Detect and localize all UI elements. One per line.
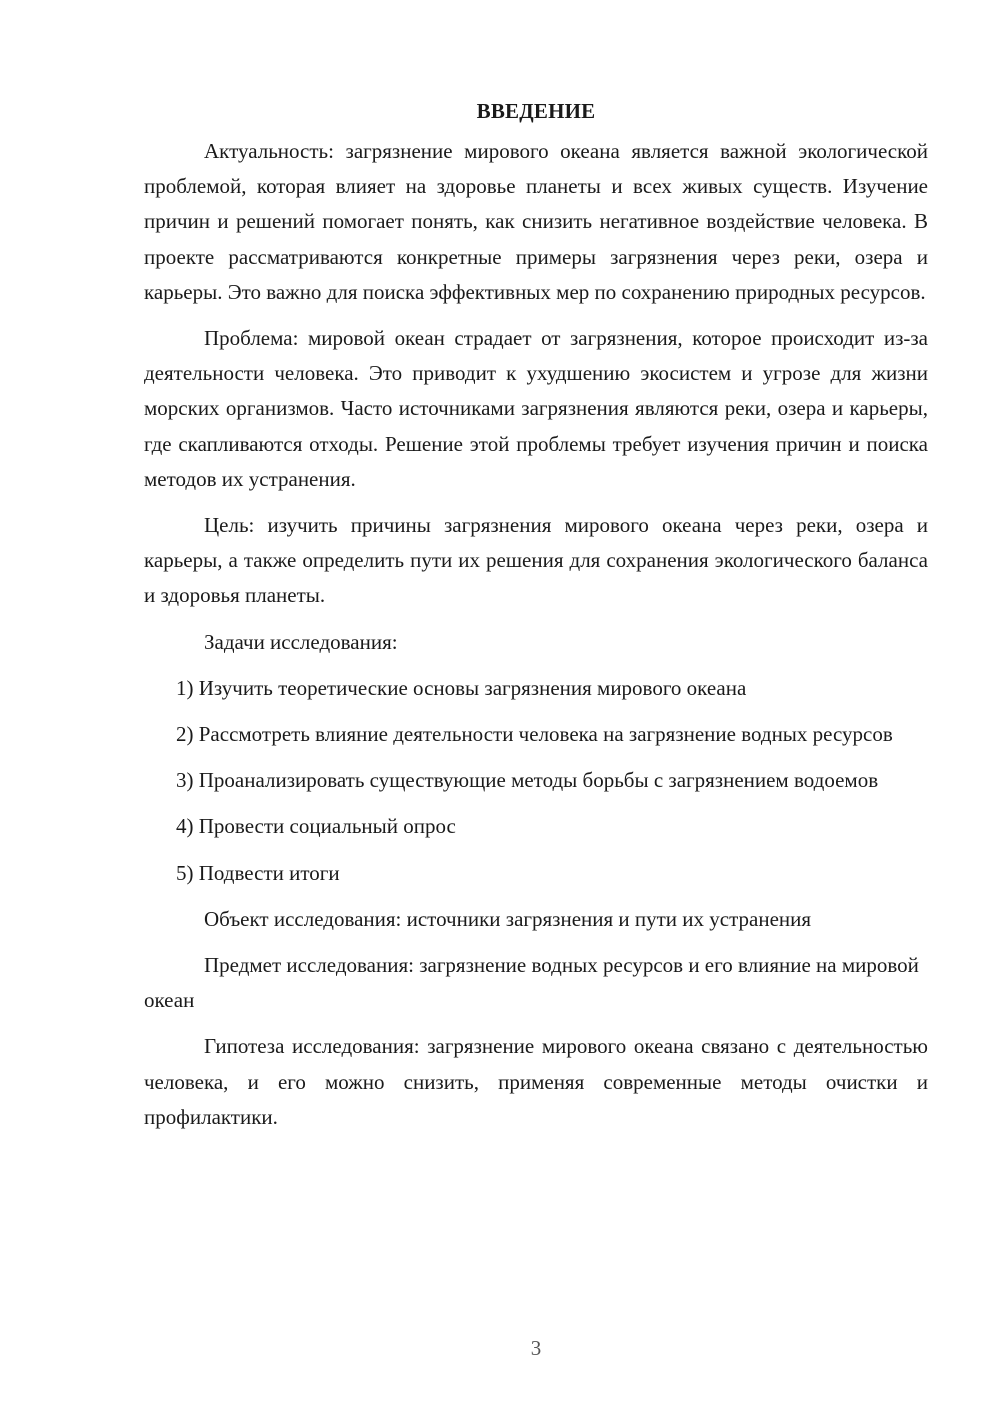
relevance-paragraph: Актуальность: загрязнение мирового океана является важной экологической проблемой, которая влияет на здоровье планеты и всех живых существ. Изучение причин и решений помогает понять, как снизить негативное воздействие человека. В проекте рассматриваются конкретные примеры загрязнения через реки, озера и карьеры. Это важно для поиска эффективных мер по сохранению природных ресурсов. [144,139,928,304]
tasks-title: Задачи исследования: [204,629,398,654]
task-item-3: 3) Проанализировать существующие методы борьбы с загрязнением водоемов [176,768,879,793]
task-item-5: 5) Подвести итоги [176,860,340,885]
goal-paragraph: Цель: изучить причины загрязнения мирового океана через реки, озера и карьеры, а также определить пути их решения для сохранения экологического баланса и здоровья планеты. [144,513,928,608]
task-item-4: 4) Провести социальный опрос [176,814,456,839]
hypothesis-paragraph: Гипотеза исследования: загрязнение мирового океана связано с деятельностью человека, и его можно снизить, применяя современные методы очистки и профилактики. [144,1034,928,1129]
page-number: 3 [530,1336,542,1360]
problem-paragraph: Проблема: мировой океан страдает от загрязнения, которое происходит из-за деятельности человека. Это приводит к ухудшению экосистем и угрозе для жизни морских организмов. Часто источниками загрязнения являются реки, озера и карьеры, где скапливаются отходы. Решение этой проблемы требует изучения причин и поиска методов их устранения. [144,326,928,491]
section-heading: ВВЕДЕНИЕ [476,99,596,123]
task-item-2: 2) Рассмотреть влияние деятельности человека на загрязнение водных ресурсов [176,722,893,747]
subject-paragraph: Предмет исследования: загрязнение водных ресурсов и его влияние на мировой океан [144,953,919,1013]
object-paragraph: Объект исследования: источники загрязнения и пути их устранения [204,906,812,931]
task-item-1: 1) Изучить теоретические основы загрязнения мирового океана [176,675,747,700]
document-page [144,96,928,1146]
